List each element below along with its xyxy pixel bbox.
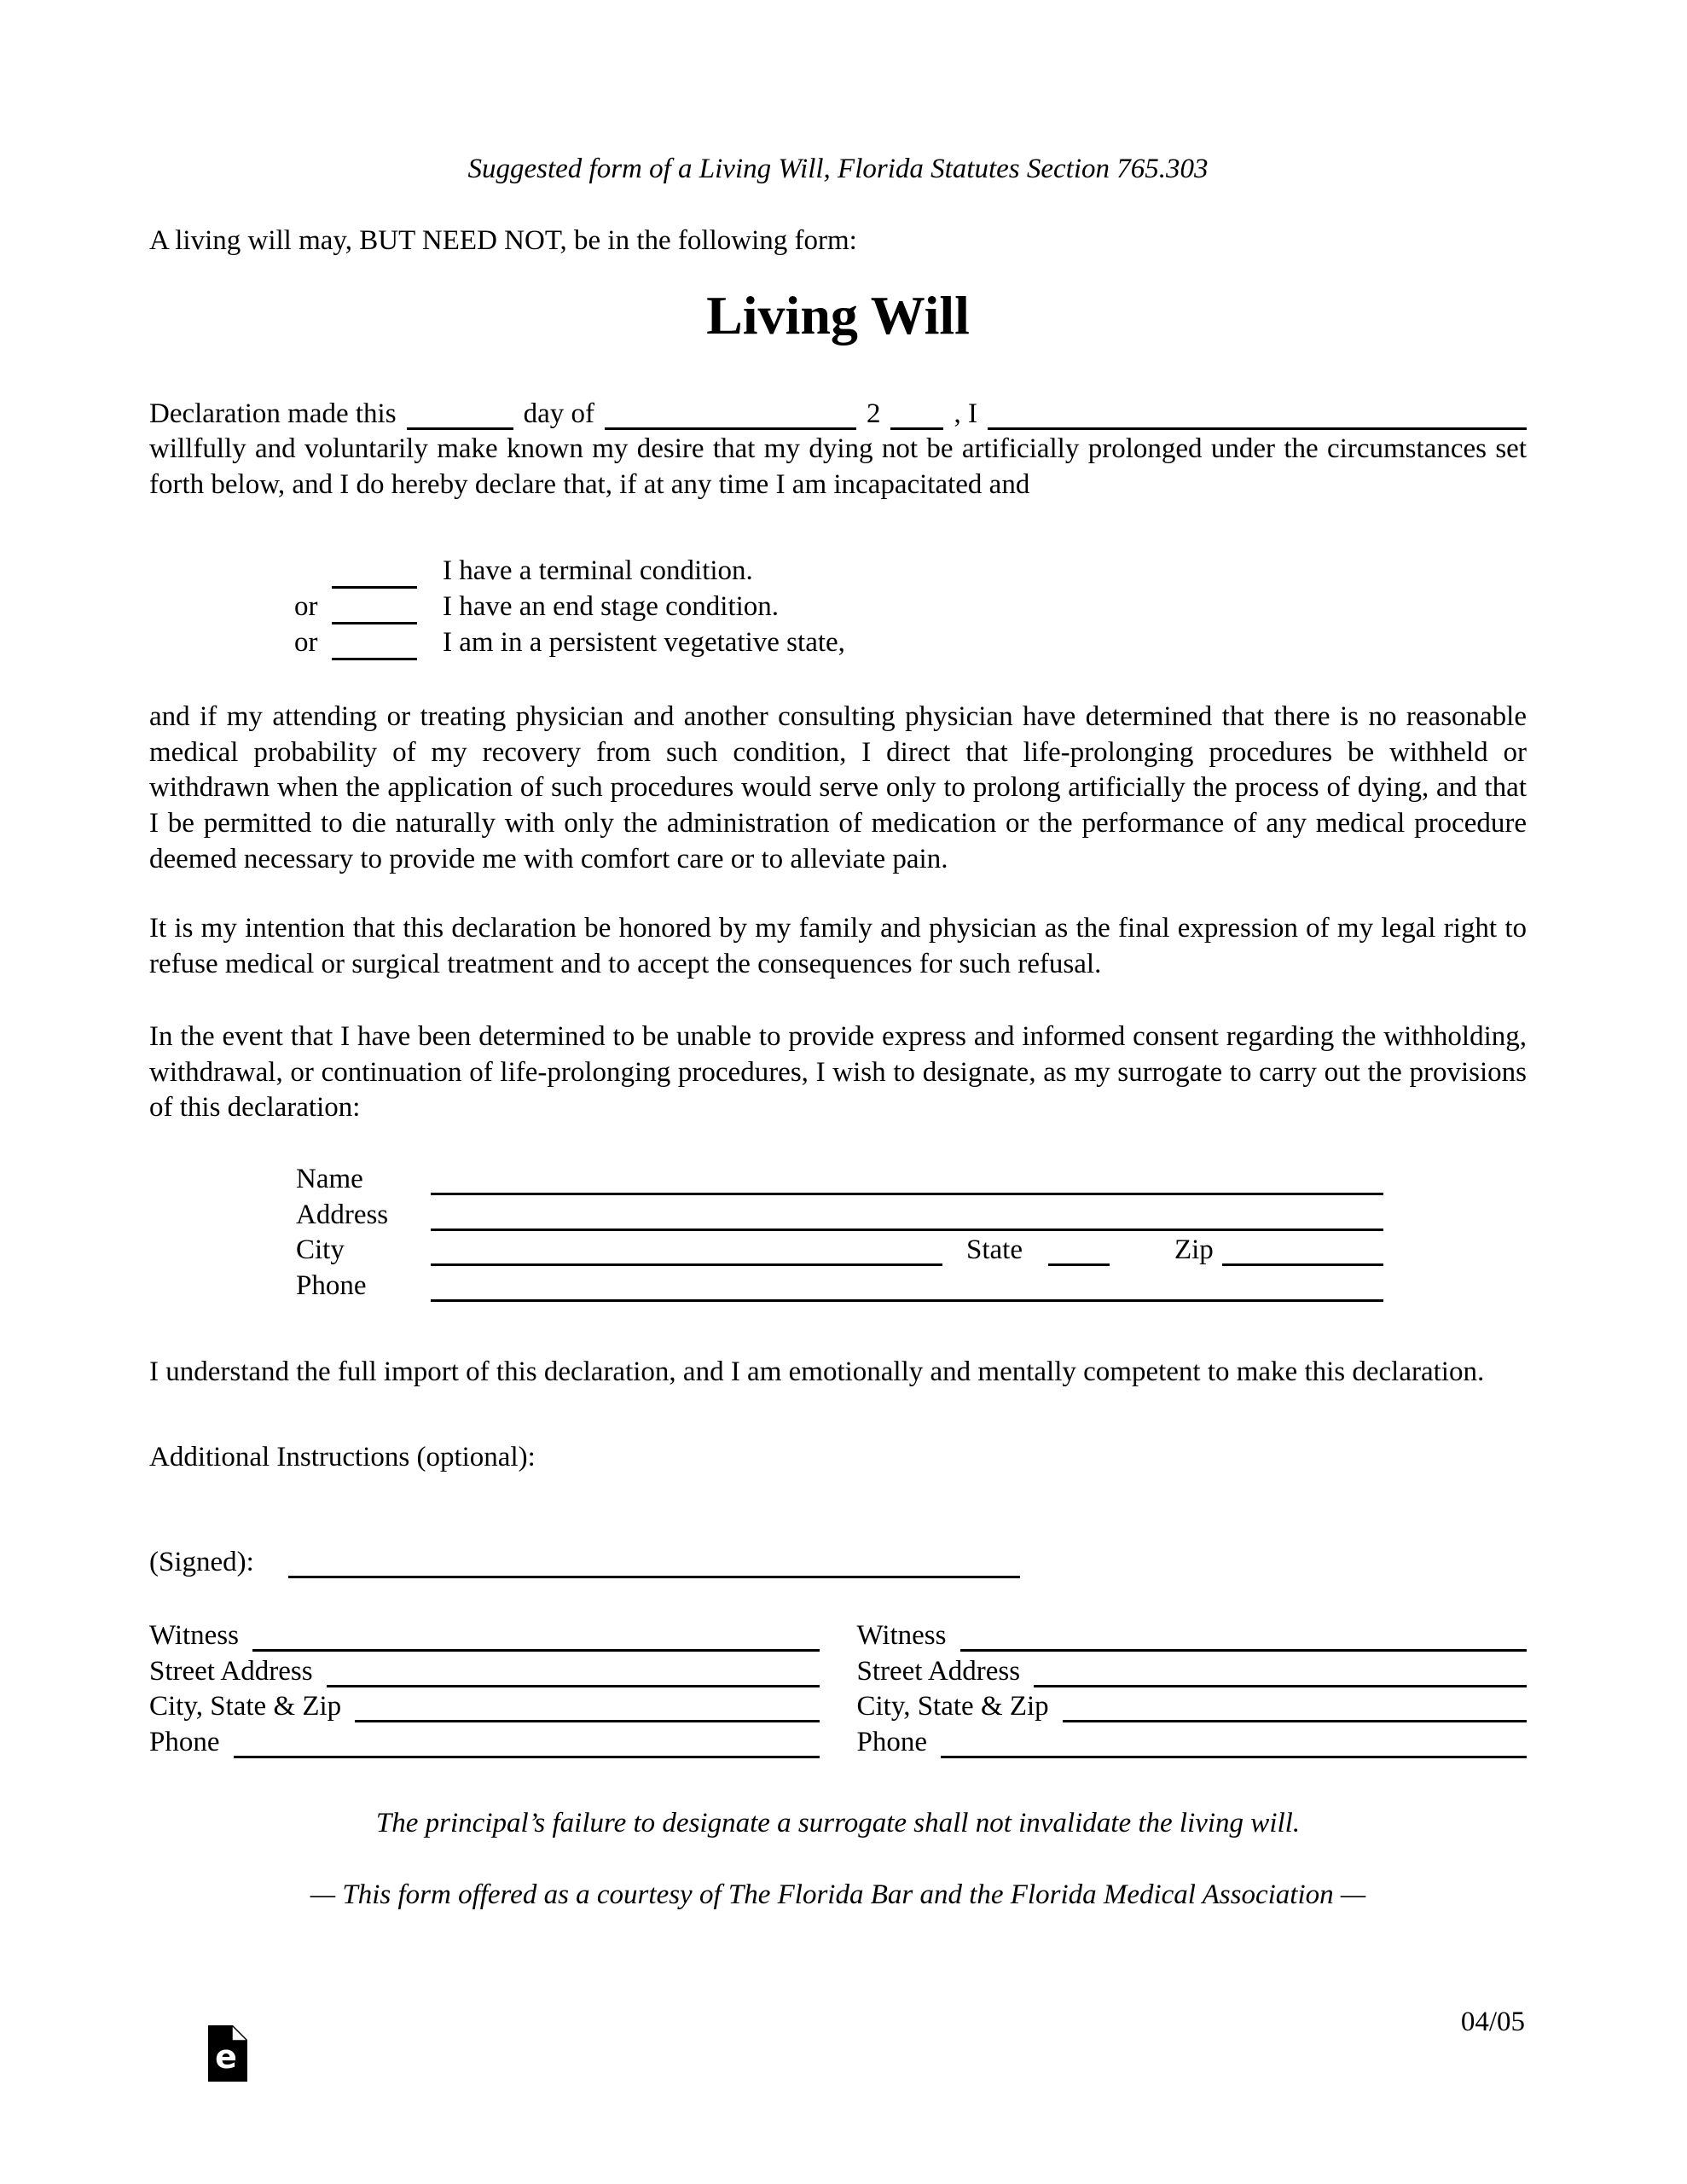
condition-label: I am in a persistent vegetative state,: [443, 626, 845, 658]
eforms-logo-letter: e: [215, 2038, 237, 2076]
witness1-street-blank[interactable]: [327, 1685, 820, 1687]
witness-row: [149, 1654, 820, 1690]
phone-label: Phone: [856, 1726, 927, 1757]
city-label: City: [296, 1234, 345, 1266]
surrogate-city-row: [296, 1233, 1383, 1269]
condition-row-end-stage: [294, 590, 1527, 625]
witness1-name-blank[interactable]: [252, 1649, 820, 1652]
condition-options: [149, 554, 1527, 660]
street-address-label: Street Address: [149, 1655, 313, 1687]
signed-label: (Signed):: [149, 1547, 254, 1578]
intention-paragraph: It is my intention that this declaration be honored by my family and physician as the final expression of my legal right to refuse medical or surgical treatment and to accept the consequences for such refusal.: [149, 913, 1527, 979]
statute-header: Suggested form of a Living Will, Florida Statutes Section 765.303: [467, 154, 1209, 184]
declarant-name-blank[interactable]: [988, 427, 1527, 430]
witness2-name-blank[interactable]: [960, 1649, 1528, 1652]
eforms-document-logo-icon: [208, 2025, 247, 2082]
state-label: State: [966, 1234, 1023, 1266]
physician-paragraph: and if my attending or treating physician and another consulting physician have determined that there is no reasonable medical probability of my recovery from such condition, I direct that life-prolonging procedures be withheld or withdrawn when the application of such procedures would serve only to prolong artificially the process of dying, and that I be permitted to die naturally with only the administration of medication or the performance of any medical procedure deemed necessary to provide me with comfort care or to alleviate pain.: [149, 701, 1527, 874]
surrogate-phone-row: [296, 1269, 1383, 1304]
condition-label: I have an end stage condition.: [443, 591, 780, 623]
surrogate-paragraph: In the event that I have been determined to be unable to provide express and informed consent regarding the withholding, withdrawal, or continuation of life-prolonging procedures, I wish to designate, as my surrogate to carry out the provisions of this declaration:: [149, 1021, 1527, 1124]
street-address-label: Street Address: [856, 1655, 1021, 1687]
signed-row: [149, 1545, 1527, 1581]
condition-or-label: or: [294, 626, 318, 658]
address-label: Address: [296, 1199, 389, 1230]
signature-blank[interactable]: [288, 1576, 1020, 1578]
witness-label: Witness: [856, 1620, 947, 1652]
phone-label: Phone: [296, 1269, 367, 1301]
understand-paragraph: I understand the full import of this declaration, and I am emotionally and mentally competent to make this declaration.: [149, 1356, 1485, 1388]
surrogate-fields: [296, 1162, 1383, 1304]
month-blank[interactable]: [605, 427, 856, 430]
year-blank[interactable]: [890, 427, 943, 430]
witness2-phone-blank[interactable]: [941, 1756, 1527, 1758]
witness2-city-blank[interactable]: [1063, 1720, 1527, 1722]
declaration-body: willfully and voluntarily make known my desire that my dying not be artificially prolonged under the circumstances set forth below, and I do hereby declare that, if at any time I am incapacitated and: [149, 433, 1527, 500]
revision-date: 04/05: [1460, 2007, 1525, 2037]
zip-label: Zip: [1174, 1234, 1214, 1266]
declaration-prefix: Declaration made this: [149, 398, 397, 429]
witness-label: Witness: [149, 1620, 239, 1652]
witness1-city-blank[interactable]: [355, 1720, 819, 1722]
witness-row: [857, 1654, 1528, 1690]
surrogate-zip-blank[interactable]: [1222, 1263, 1383, 1266]
condition-row-vegetative: [294, 625, 1527, 661]
additional-instructions-label: Additional Instructions (optional):: [149, 1441, 536, 1472]
end-stage-condition-blank[interactable]: [332, 622, 417, 624]
phone-label: Phone: [149, 1726, 220, 1757]
surrogate-city-blank[interactable]: [431, 1263, 942, 1266]
witness2-street-blank[interactable]: [1034, 1685, 1527, 1687]
comma-i-label: , I: [954, 398, 977, 429]
witness-row: [149, 1689, 820, 1725]
witness-section: [149, 1618, 1527, 1760]
witness1-phone-blank[interactable]: [234, 1756, 820, 1758]
witness-column-left: [149, 1618, 820, 1760]
witness-row: [857, 1618, 1528, 1654]
surrogate-address-blank[interactable]: [431, 1228, 1383, 1231]
courtesy-note: — This form offered as a courtesy of The Florida Bar and the Florida Medical Association —: [310, 1879, 1366, 1910]
page-title: Living Will: [706, 285, 970, 346]
condition-row-terminal: [294, 554, 1527, 590]
surrogate-address-row: [296, 1198, 1383, 1234]
witness-row: [857, 1725, 1528, 1761]
day-of-label: day of: [523, 398, 594, 429]
witness-row: [149, 1725, 820, 1761]
surrogate-phone-blank[interactable]: [431, 1299, 1383, 1302]
witness-row: [857, 1689, 1528, 1725]
intro-line: A living will may, BUT NEED NOT, be in the following form:: [149, 224, 857, 256]
condition-or-label: or: [294, 591, 318, 623]
city-state-zip-label: City, State & Zip: [856, 1691, 1049, 1722]
surrogate-name-blank[interactable]: [431, 1193, 1383, 1195]
city-state-zip-label: City, State & Zip: [149, 1691, 342, 1722]
surrogate-name-row: [296, 1162, 1383, 1198]
terminal-condition-blank[interactable]: [332, 586, 417, 589]
vegetative-state-blank[interactable]: [332, 658, 417, 660]
witness-row: [149, 1618, 820, 1654]
condition-label: I have a terminal condition.: [443, 555, 753, 587]
year-prefix: 2: [866, 398, 881, 429]
day-blank[interactable]: [407, 427, 513, 430]
declaration-line: [149, 397, 1527, 433]
surrogate-state-blank[interactable]: [1048, 1263, 1110, 1266]
name-label: Name: [296, 1164, 363, 1194]
principal-note: The principal’s failure to designate a surrogate shall not invalidate the living will.: [375, 1808, 1301, 1839]
witness-column-right: [857, 1618, 1528, 1760]
